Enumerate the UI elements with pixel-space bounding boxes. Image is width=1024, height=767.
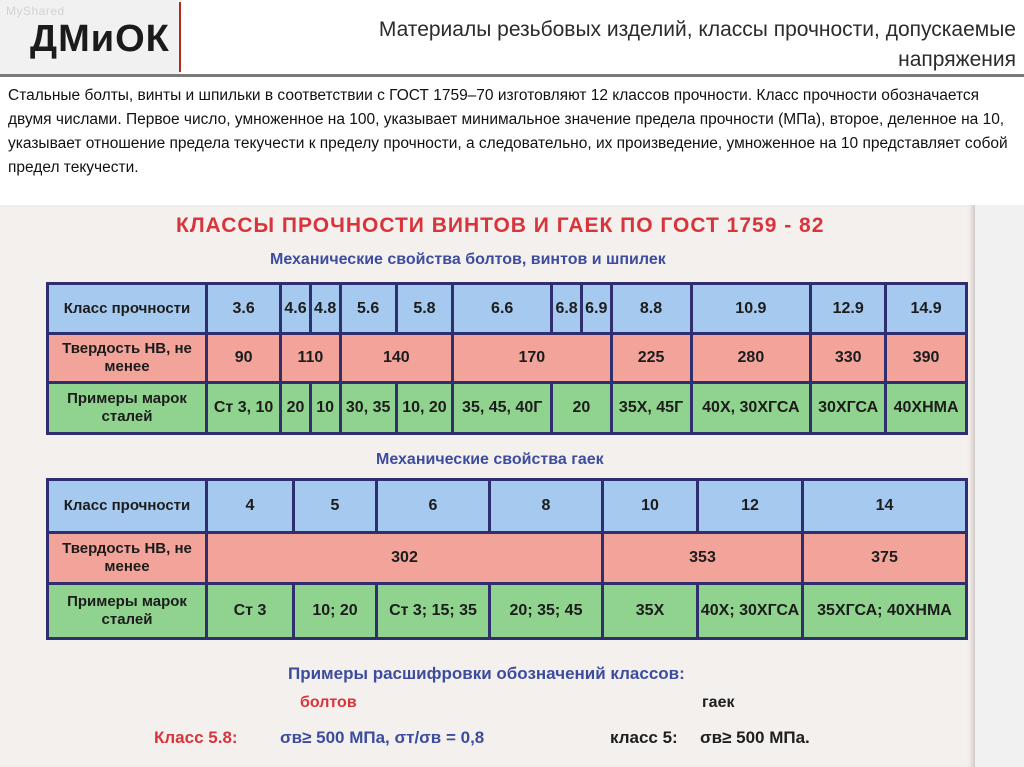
- table-cell: 5.8: [398, 285, 451, 332]
- table-cell: 5.6: [342, 285, 395, 332]
- bolt-example-formula: σв≥ 500 МПа, σт/σв = 0,8: [280, 728, 485, 747]
- table-cell: 390: [887, 335, 965, 381]
- row-header-steels: Примеры марок сталей: [49, 585, 205, 637]
- page-title: Материалы резьбовых изделий, классы прочности, допускаемые напряжения: [378, 18, 1016, 71]
- table-cell: 10: [604, 481, 696, 531]
- table-cell: 3.6: [208, 285, 279, 332]
- table-cell: 20: [282, 384, 309, 432]
- row-header-class: Класс прочности: [49, 285, 205, 332]
- table-cell: 6.9: [583, 285, 610, 332]
- table-cell: 20; 35; 45: [491, 585, 601, 637]
- header-divider: [0, 74, 1024, 77]
- logo: ДМиОК: [30, 18, 170, 60]
- table-row: [49, 335, 965, 381]
- bolts-table: [46, 282, 968, 435]
- table-cell: 14: [804, 481, 965, 531]
- table-cell: 302: [208, 534, 601, 582]
- table-cell: Ст 3, 10: [208, 384, 279, 432]
- table-cell: Ст 3: [208, 585, 292, 637]
- table-cell: 14.9: [887, 285, 965, 332]
- table-cell: 4.6: [282, 285, 309, 332]
- row-header-hardness: Твердость НВ, не менее: [49, 534, 205, 582]
- nut-example-formula: σв≥ 500 МПа.: [700, 728, 810, 747]
- logo-area: [0, 0, 180, 74]
- row-header-hardness: Твердость НВ, не менее: [49, 335, 205, 381]
- table-row: [49, 481, 965, 531]
- table-cell: 90: [208, 335, 279, 381]
- bolts-table-title: Механические свойства болтов, винтов и шпилек: [270, 251, 666, 268]
- table-cell: 225: [613, 335, 690, 381]
- table-cell: 170: [454, 335, 609, 381]
- examples-title: Примеры расшифровки обозначений классов:: [288, 664, 685, 683]
- intro-paragraph: Стальные болты, винты и шпильки в соответствии с ГОСТ 1759–70 изготовляют 12 классов прочности. Класс прочности обозначается двумя числами. Первое число, умноженное на 100, указывает минимальное значение предела прочности (МПа), второе, деленное на 10, указывает отношение предела текучести к пределу прочности, а следовательно, их произведение, умноженное на 10 представляет собой предел текучести.: [8, 87, 1008, 176]
- figure-margin: [975, 205, 1024, 767]
- watermark: MyShared: [6, 4, 65, 18]
- table-cell: 10.9: [693, 285, 810, 332]
- table-cell: 8: [491, 481, 601, 531]
- table-cell: 6: [378, 481, 488, 531]
- table-cell: 10; 20: [295, 585, 375, 637]
- table-row: [49, 285, 965, 332]
- table-cell: 40Х, 30ХГСА: [693, 384, 810, 432]
- table-cell: 35ХГСА; 40ХНМА: [804, 585, 965, 637]
- table-cell: 353: [604, 534, 801, 582]
- table-cell: 12: [699, 481, 801, 531]
- bolts-label: болтов: [300, 694, 357, 711]
- table-cell: 35Х, 45Г: [613, 384, 690, 432]
- table-cell: 10, 20: [398, 384, 451, 432]
- table-cell: 20: [553, 384, 609, 432]
- table-cell: 4.8: [312, 285, 339, 332]
- table-row: [49, 534, 965, 582]
- table-cell: 280: [693, 335, 810, 381]
- nuts-table-title: Механические свойства гаек: [376, 451, 604, 468]
- table-cell: 330: [812, 335, 884, 381]
- table-cell: 35Х: [604, 585, 696, 637]
- table-cell: 30ХГСА: [812, 384, 884, 432]
- table-cell: Ст 3; 15; 35: [378, 585, 488, 637]
- nut-example-class: класс 5:: [610, 728, 678, 747]
- row-header-class: Класс прочности: [49, 481, 205, 531]
- nuts-label: гаек: [702, 694, 735, 711]
- table-cell: 35, 45, 40Г: [454, 384, 550, 432]
- table-cell: 40Х; 30ХГСА: [699, 585, 801, 637]
- table-cell: 40ХНМА: [887, 384, 965, 432]
- table-cell: 12.9: [812, 285, 884, 332]
- row-header-steels: Примеры марок сталей: [49, 384, 205, 432]
- table-cell: 110: [282, 335, 338, 381]
- table-cell: 375: [804, 534, 965, 582]
- table-row: [49, 384, 965, 432]
- table-cell: 5: [295, 481, 375, 531]
- figure-title: КЛАССЫ ПРОЧНОСТИ ВИНТОВ И ГАЕК ПО ГОСТ 1759 - 82: [176, 214, 825, 237]
- table-cell: 6.6: [454, 285, 550, 332]
- logo-divider: [179, 2, 181, 72]
- table-cell: 6.8: [553, 285, 580, 332]
- table-cell: 8.8: [613, 285, 690, 332]
- table-cell: 30, 35: [342, 384, 395, 432]
- table-cell: 4: [208, 481, 292, 531]
- bolt-example-class: Класс 5.8:: [154, 728, 238, 747]
- table-cell: 140: [342, 335, 452, 381]
- nuts-table: [46, 478, 968, 640]
- table-row: [49, 585, 965, 637]
- table-cell: 10: [312, 384, 339, 432]
